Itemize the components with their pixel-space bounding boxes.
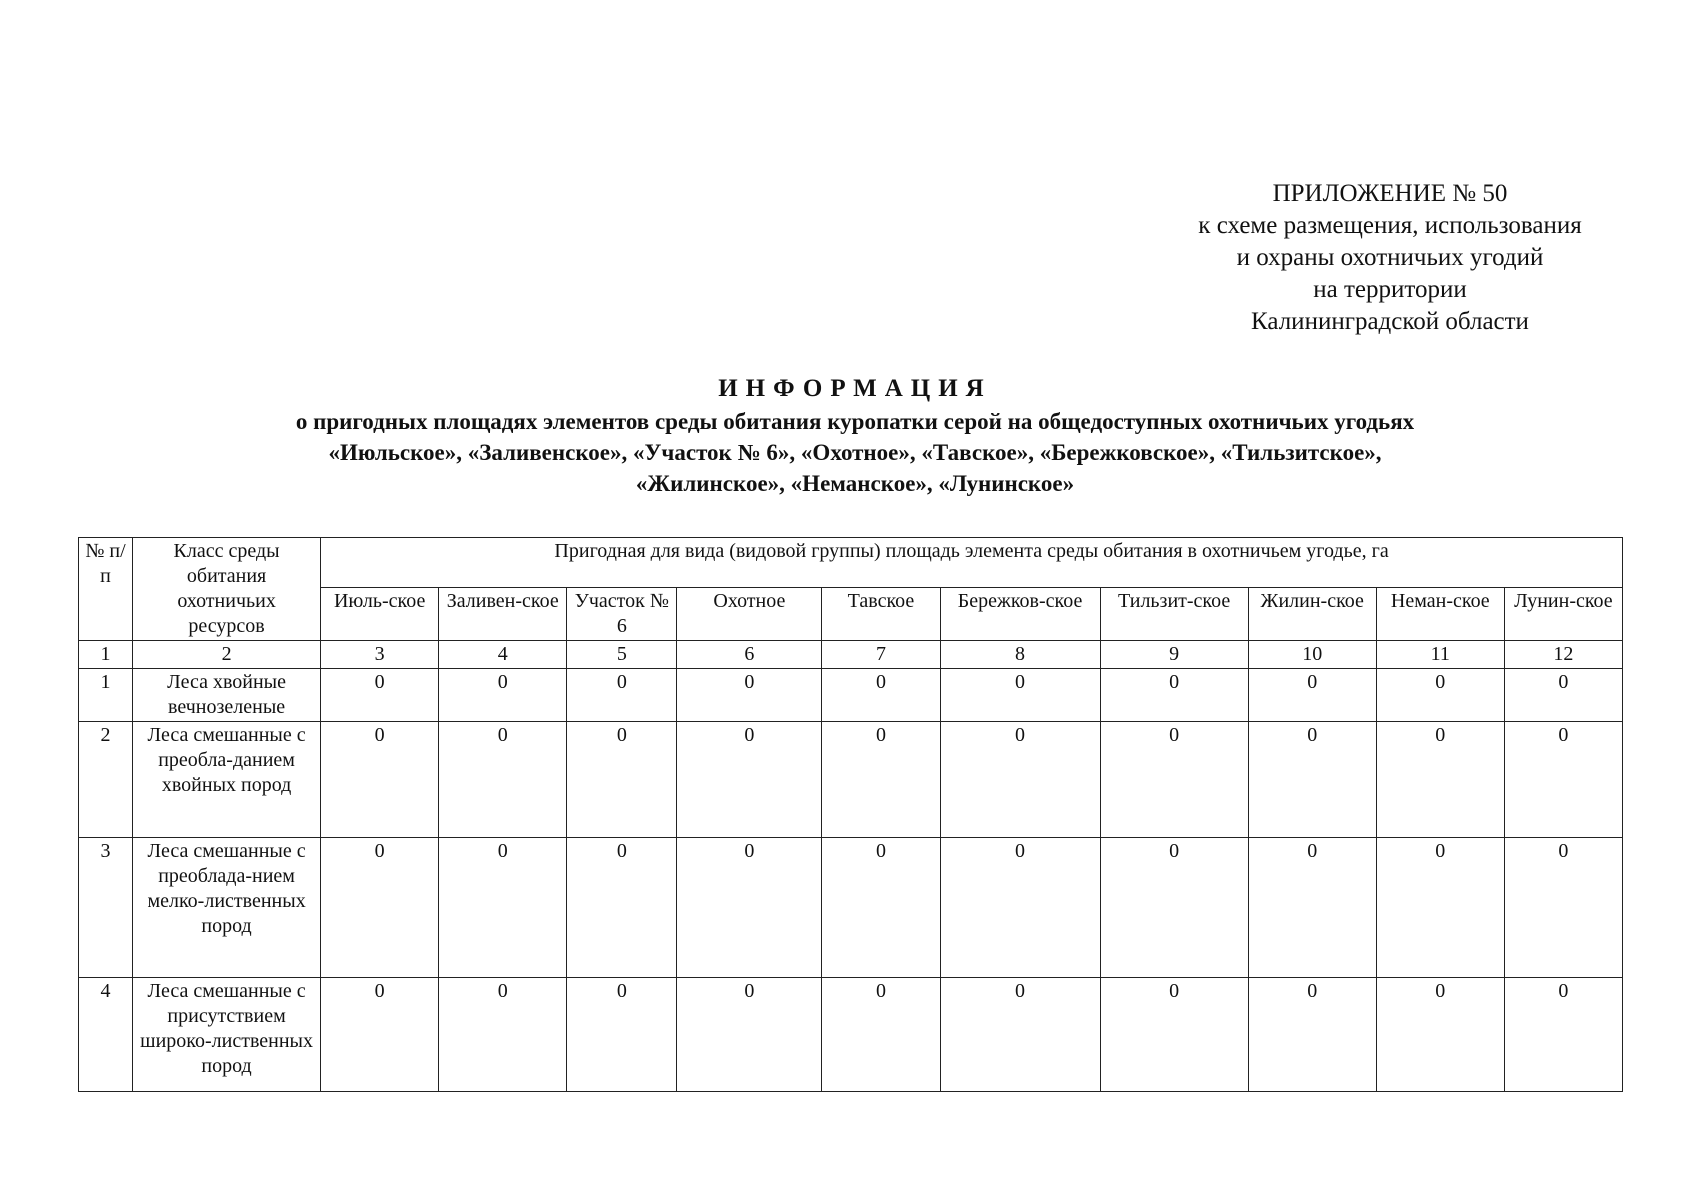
area-value-cell: 0: [1248, 669, 1376, 722]
area-value-cell: 0: [321, 978, 439, 1092]
area-value-cell: 0: [567, 722, 677, 838]
area-value-cell: 0: [1376, 978, 1504, 1092]
area-value-cell: 0: [1376, 838, 1504, 978]
area-value-cell: 0: [940, 838, 1100, 978]
area-value-cell: 0: [1100, 978, 1248, 1092]
appendix-number: ПРИЛОЖЕНИЕ № 50: [1272, 180, 1508, 207]
area-value-cell: 0: [1100, 722, 1248, 838]
area-value-cell: 0: [1248, 722, 1376, 838]
column-number-cell: 4: [439, 641, 567, 669]
appendix-line: и охраны охотничьих угодий: [1236, 244, 1544, 271]
area-header-cell: Охотное: [677, 588, 822, 641]
table-row: [79, 669, 1623, 722]
column-number-row: [79, 641, 1623, 669]
area-value-cell: 0: [1248, 978, 1376, 1092]
table-row: [79, 838, 1623, 978]
habitat-area-table: [78, 537, 1623, 1092]
area-header-cell: Тавское: [822, 588, 940, 641]
habitat-class-cell: Леса хвойные вечнозеленые: [133, 669, 321, 722]
header-row: [79, 538, 1623, 588]
column-number-cell: 11: [1376, 641, 1504, 669]
area-value-cell: 0: [677, 978, 822, 1092]
area-value-cell: 0: [439, 978, 567, 1092]
area-header-cell: Жилин-ское: [1248, 588, 1376, 641]
column-number-cell: 2: [133, 641, 321, 669]
row-number-cell: 4: [79, 978, 133, 1092]
area-value-cell: 0: [321, 722, 439, 838]
area-value-cell: 0: [677, 838, 822, 978]
column-number-cell: 9: [1100, 641, 1248, 669]
area-value-cell: 0: [1504, 838, 1622, 978]
column-number-cell: 3: [321, 641, 439, 669]
area-value-cell: 0: [822, 669, 940, 722]
table-row: [79, 978, 1623, 1092]
area-value-cell: 0: [822, 978, 940, 1092]
area-value-cell: 0: [940, 722, 1100, 838]
habitat-class-cell: Леса смешанные с присутствием широко-лиственных пород: [133, 978, 321, 1092]
area-value-cell: 0: [940, 978, 1100, 1092]
area-value-cell: 0: [677, 669, 822, 722]
column-number-cell: 1: [79, 641, 133, 669]
column-number-cell: 5: [567, 641, 677, 669]
row-number-cell: 1: [79, 669, 133, 722]
habitat-class-cell: Леса смешанные с преоблада-нием мелко-лиственных пород: [133, 838, 321, 978]
header-class-cell: Класс среды обитания охотничьих ресурсов: [133, 538, 321, 641]
area-value-cell: 0: [1504, 669, 1622, 722]
area-header-cell: Заливен-ское: [439, 588, 567, 641]
habitat-class-cell: Леса смешанные с преобла-данием хвойных пород: [133, 722, 321, 838]
column-number-cell: 12: [1504, 641, 1622, 669]
area-value-cell: 0: [439, 669, 567, 722]
row-number-cell: 2: [79, 722, 133, 838]
area-value-cell: 0: [567, 978, 677, 1092]
document-title-block: [80, 372, 1630, 499]
area-value-cell: 0: [1376, 669, 1504, 722]
document-subtitle-line: «Июльское», «Заливенское», «Участок № 6», «Охотное», «Тавское», «Бережковское», «Тильзитское»,: [328, 440, 1382, 465]
header-area-span-cell: Пригодная для вида (видовой группы) площадь элемента среды обитания в охотничьем угодье, га: [321, 538, 1623, 588]
area-value-cell: 0: [321, 838, 439, 978]
area-value-cell: 0: [822, 838, 940, 978]
document-title: ИНФОРМАЦИЯ: [718, 375, 992, 402]
column-number-cell: 6: [677, 641, 822, 669]
column-number-cell: 7: [822, 641, 940, 669]
area-value-cell: 0: [822, 722, 940, 838]
area-header-cell: Июль-ское: [321, 588, 439, 641]
area-header-cell: Тильзит-ское: [1100, 588, 1248, 641]
area-value-cell: 0: [567, 669, 677, 722]
area-header-cell: Участок № 6: [567, 588, 677, 641]
column-number-cell: 10: [1248, 641, 1376, 669]
area-header-cell: Бережков-ское: [940, 588, 1100, 641]
document-subtitle-line: «Жилинское», «Неманское», «Лунинское»: [635, 471, 1075, 496]
appendix-line: на территории: [1313, 276, 1467, 303]
area-value-cell: 0: [439, 722, 567, 838]
area-value-cell: 0: [1248, 838, 1376, 978]
area-value-cell: 0: [940, 669, 1100, 722]
appendix-line: Калининградской области: [1251, 308, 1529, 335]
appendix-line: к схеме размещения, использования: [1198, 212, 1582, 239]
area-value-cell: 0: [1504, 978, 1622, 1092]
appendix-block: [1150, 178, 1630, 338]
area-value-cell: 0: [1100, 838, 1248, 978]
table-row: [79, 722, 1623, 838]
area-value-cell: 0: [439, 838, 567, 978]
row-number-cell: 3: [79, 838, 133, 978]
area-header-cell: Лунин-ское: [1504, 588, 1622, 641]
area-value-cell: 0: [1100, 669, 1248, 722]
area-value-cell: 0: [1376, 722, 1504, 838]
area-value-cell: 0: [321, 669, 439, 722]
area-value-cell: 0: [567, 838, 677, 978]
area-value-cell: 0: [1504, 722, 1622, 838]
header-number-cell: № п/п: [79, 538, 133, 641]
column-number-cell: 8: [940, 641, 1100, 669]
area-value-cell: 0: [677, 722, 822, 838]
area-header-cell: Неман-ское: [1376, 588, 1504, 641]
document-subtitle-line: о пригодных площадях элементов среды обитания куропатки серой на общедоступных охотничьих угодьях: [295, 409, 1415, 434]
